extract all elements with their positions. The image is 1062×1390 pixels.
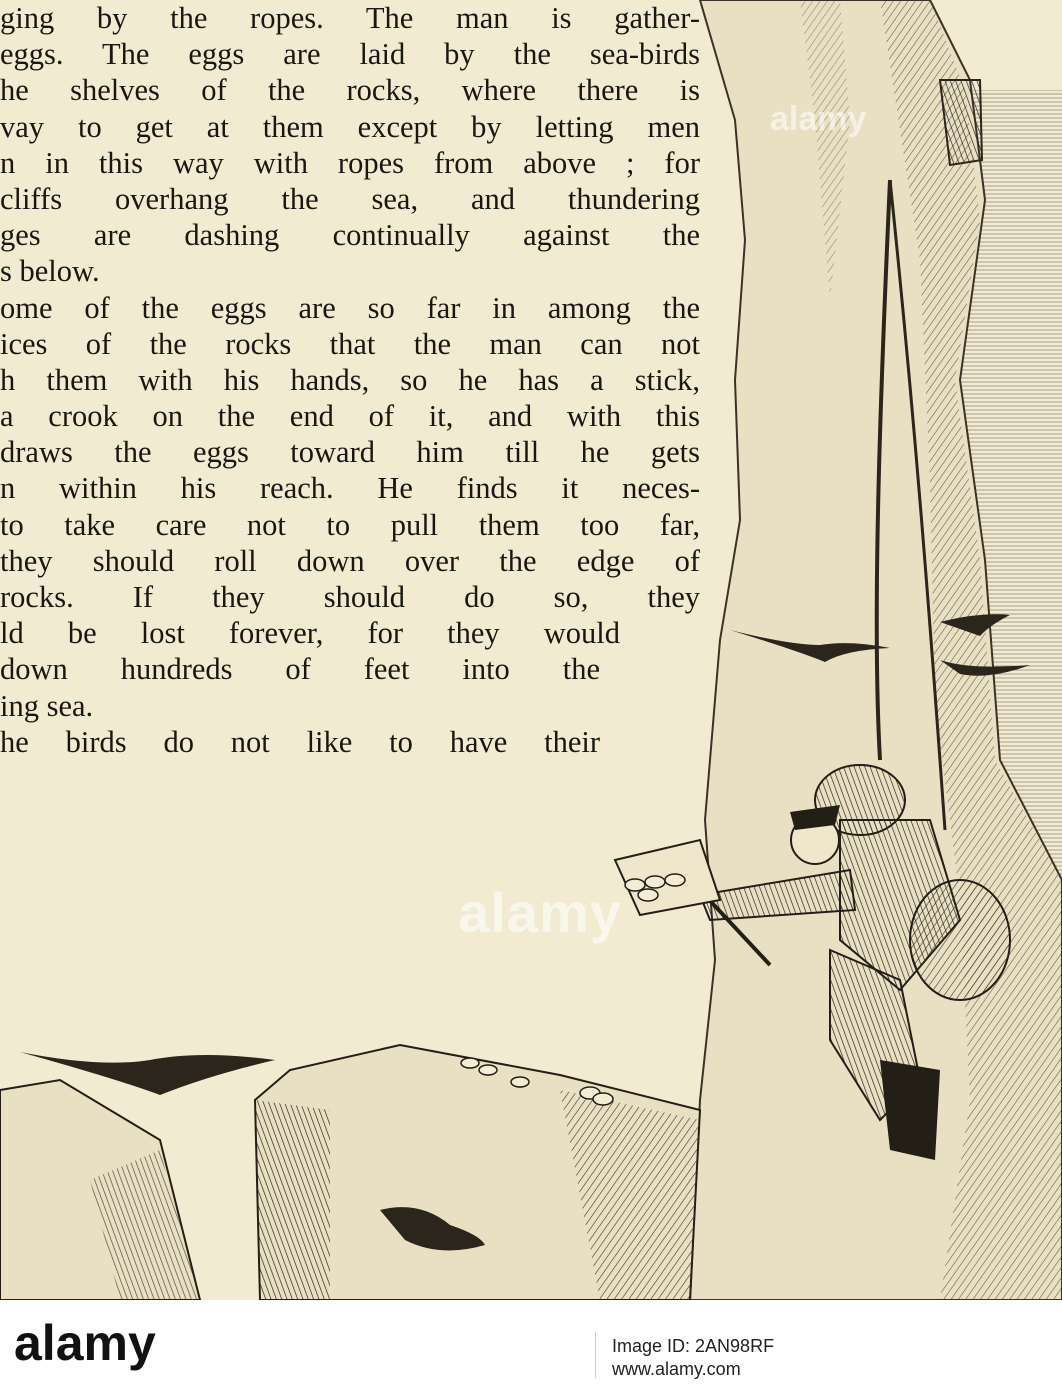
- text-line: cliffs overhang the sea, and thundering: [0, 181, 700, 216]
- body-text: [0, 0, 700, 760]
- text-line: to take care not to pull them too far,: [0, 507, 700, 542]
- text-line: he shelves of the rocks, where there is: [0, 73, 700, 108]
- text-line: eggs. The eggs are laid by the sea-birds: [0, 37, 700, 72]
- text-line: rocks. If they should do so, they: [0, 580, 700, 614]
- text-line: ing sea.: [0, 688, 94, 723]
- text-line: ices of the rocks that the man can not: [0, 326, 700, 361]
- alamy-logo: [14, 1312, 174, 1372]
- text-line: he birds do not like to have their: [0, 724, 600, 759]
- text-line: ging by the ropes. The man is gather-: [0, 1, 700, 35]
- text-line: vay to get at them except by letting men: [0, 109, 700, 144]
- text-line: s below.: [0, 254, 100, 289]
- text-line: they should roll down over the edge of: [0, 543, 700, 578]
- text-line: h them with his hands, so he has a stick,: [0, 362, 700, 397]
- text-line: ld be lost forever, for they would: [0, 616, 620, 651]
- stock-footer: [0, 1300, 1062, 1390]
- text-line: ome of the eggs are so far in among the: [0, 290, 700, 325]
- text-line: down hundreds of feet into the: [0, 652, 600, 687]
- footer-url: www.alamy.com: [612, 1359, 741, 1379]
- image-id: Image ID: 2AN98RF: [612, 1336, 775, 1356]
- text-line: n in this way with ropes from above ; for: [0, 145, 700, 180]
- watermark: alamy: [458, 881, 622, 944]
- text-line: a crook on the end of it, and with this: [0, 399, 700, 434]
- svg-text:alamy: alamy: [14, 1315, 156, 1371]
- text-line: draws the eggs toward him till he gets: [0, 435, 700, 470]
- watermark-top: alamy: [770, 100, 867, 138]
- text-line: n within his reach. He finds it neces-: [0, 471, 700, 506]
- footer-divider: [595, 1332, 596, 1378]
- text-line: ges are dashing continually against the: [0, 218, 700, 253]
